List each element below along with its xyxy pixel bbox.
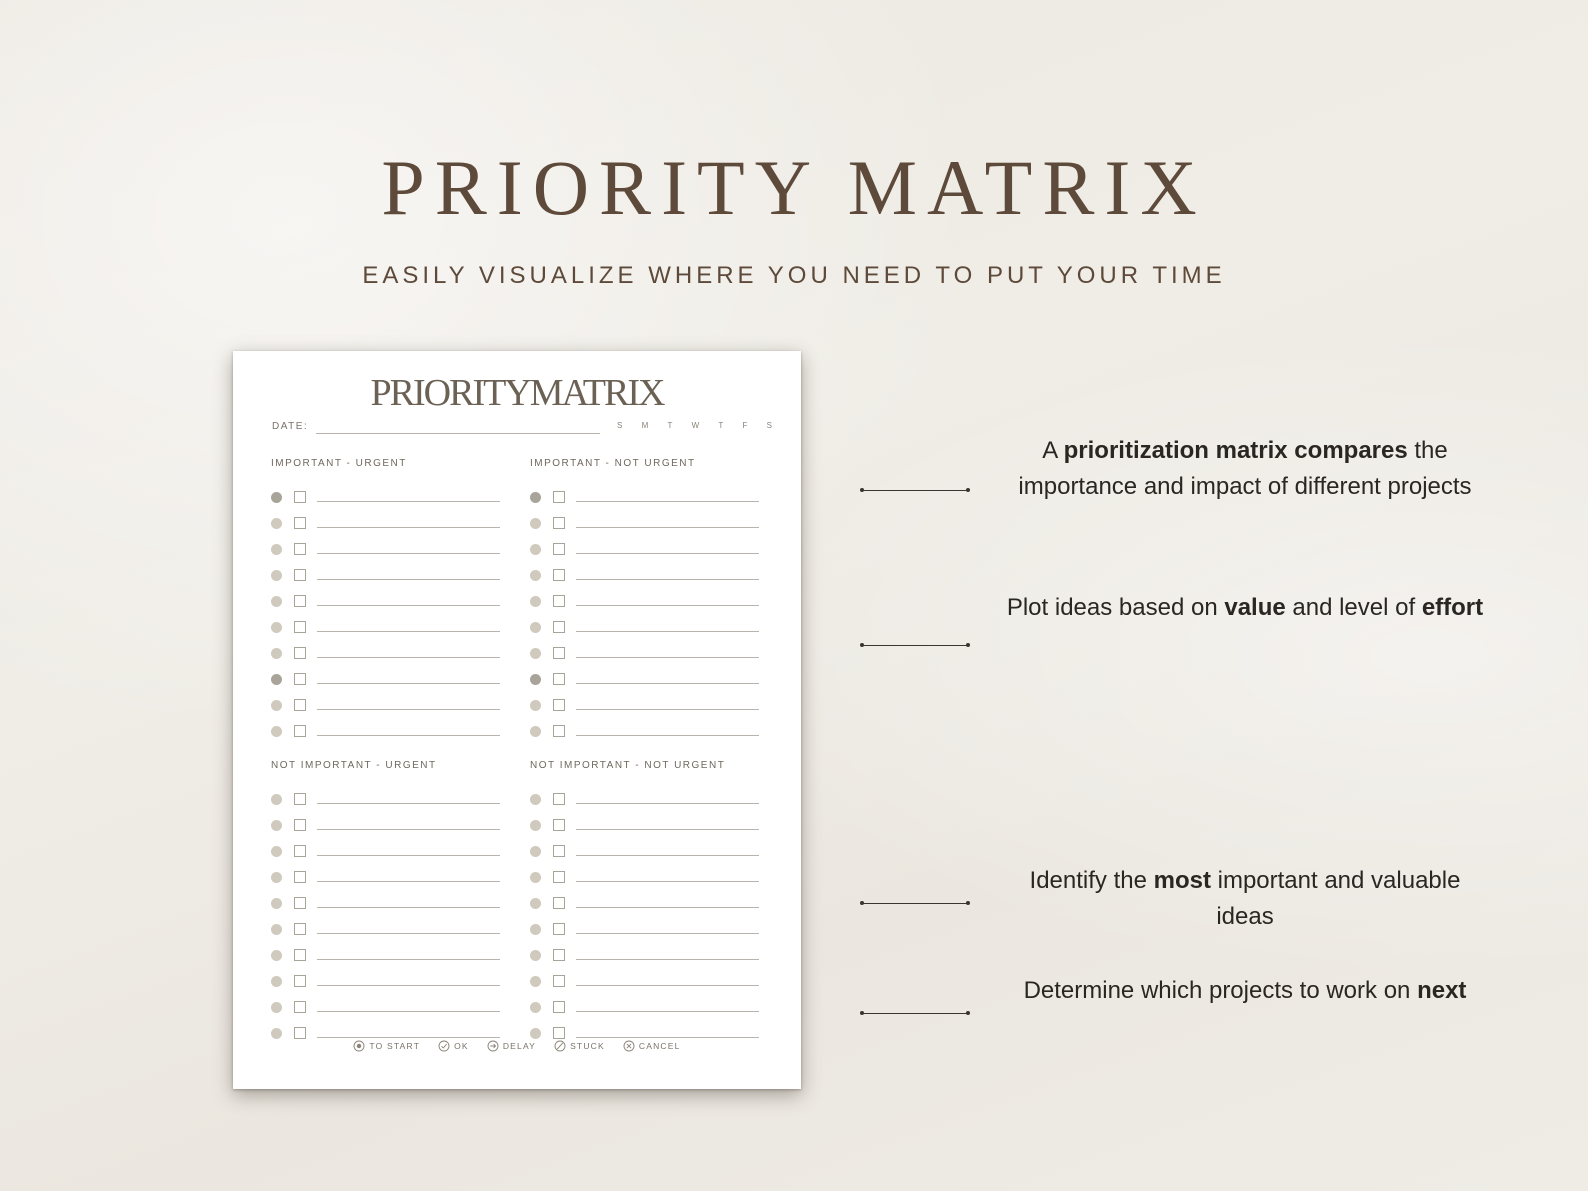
delay-icon bbox=[487, 1040, 499, 1052]
quadrant-not-important-urgent bbox=[271, 759, 503, 1049]
feature-text-segment: Identify the bbox=[1029, 867, 1154, 894]
sheet-title: PRIORITYMATRIX bbox=[370, 372, 664, 414]
task-line bbox=[317, 631, 500, 632]
feature-text-segment: the importance and impact of different projects bbox=[1018, 437, 1472, 500]
status-dot bbox=[271, 622, 282, 633]
task-line bbox=[576, 527, 759, 528]
task-line bbox=[317, 553, 500, 554]
date-row bbox=[272, 421, 772, 437]
task-line bbox=[317, 907, 500, 908]
status-dot bbox=[530, 622, 541, 633]
task-row bbox=[530, 487, 762, 513]
task-checkbox[interactable] bbox=[553, 491, 565, 503]
feature-text-segment: Plot ideas based on bbox=[1006, 594, 1225, 621]
cancel-icon bbox=[623, 1040, 635, 1052]
task-line bbox=[576, 1011, 759, 1012]
task-checkbox[interactable] bbox=[553, 975, 565, 987]
task-row bbox=[271, 721, 503, 747]
status-dot bbox=[271, 924, 282, 935]
task-line bbox=[576, 855, 759, 856]
task-row bbox=[530, 893, 762, 919]
task-line bbox=[317, 735, 500, 736]
feature-text-segment: Determine which projects to work on bbox=[1023, 977, 1418, 1004]
status-dot bbox=[271, 898, 282, 909]
task-checkbox[interactable] bbox=[553, 819, 565, 831]
task-row bbox=[271, 841, 503, 867]
status-dot bbox=[530, 700, 541, 711]
task-checkbox[interactable] bbox=[294, 923, 306, 935]
task-checkbox[interactable] bbox=[294, 845, 306, 857]
connector-line bbox=[860, 901, 970, 906]
task-checkbox[interactable] bbox=[553, 1027, 565, 1039]
task-row bbox=[530, 997, 762, 1023]
task-row bbox=[271, 919, 503, 945]
page-title: PRIORITY MATRIX bbox=[381, 144, 1207, 231]
task-line bbox=[317, 881, 500, 882]
task-line bbox=[576, 829, 759, 830]
quadrant-title: NOT IMPORTANT - NOT URGENT bbox=[530, 760, 726, 771]
connector-line bbox=[860, 1011, 970, 1016]
task-line bbox=[576, 683, 759, 684]
task-row bbox=[271, 591, 503, 617]
status-dot bbox=[530, 924, 541, 935]
task-checkbox[interactable] bbox=[553, 1001, 565, 1013]
weekday-wednesday: W bbox=[691, 421, 700, 430]
feature-text-determine bbox=[1005, 973, 1485, 1009]
task-row bbox=[271, 789, 503, 815]
feature-text-segment: and level of bbox=[1285, 594, 1422, 621]
task-line bbox=[576, 735, 759, 736]
task-row bbox=[271, 695, 503, 721]
quadrant-title: IMPORTANT - URGENT bbox=[271, 458, 407, 469]
task-line bbox=[576, 579, 759, 580]
task-line bbox=[317, 1037, 500, 1038]
task-line bbox=[317, 1011, 500, 1012]
status-dot bbox=[271, 726, 282, 737]
task-checkbox[interactable] bbox=[294, 871, 306, 883]
weekday-tuesday: T bbox=[667, 421, 673, 430]
weekday-sunday: S bbox=[617, 421, 623, 430]
status-legend bbox=[233, 1040, 801, 1052]
status-dot bbox=[530, 544, 541, 555]
date-label: DATE: bbox=[272, 421, 309, 432]
status-dot bbox=[530, 570, 541, 581]
page-subtitle: EASILY VISUALIZE WHERE YOU NEED TO PUT YOUR TIME bbox=[362, 262, 1226, 289]
task-line bbox=[317, 985, 500, 986]
feature-text-plot-ideas bbox=[1005, 590, 1485, 626]
status-dot bbox=[271, 820, 282, 831]
task-line bbox=[576, 605, 759, 606]
task-checkbox[interactable] bbox=[553, 871, 565, 883]
task-checkbox[interactable] bbox=[294, 1027, 306, 1039]
task-line bbox=[576, 803, 759, 804]
task-line bbox=[317, 959, 500, 960]
task-row bbox=[271, 971, 503, 997]
task-checkbox[interactable] bbox=[294, 543, 306, 555]
feature-emphasis: effort bbox=[1421, 594, 1484, 621]
task-line bbox=[317, 657, 500, 658]
task-row bbox=[271, 945, 503, 971]
feature-text-segment: A bbox=[1042, 437, 1064, 464]
status-dot bbox=[271, 950, 282, 961]
legend-item-delay bbox=[487, 1040, 536, 1052]
status-dot bbox=[271, 518, 282, 529]
planner-sheet bbox=[233, 351, 801, 1089]
status-dot bbox=[530, 898, 541, 909]
task-line bbox=[576, 985, 759, 986]
task-row bbox=[271, 643, 503, 669]
feature-text-prioritization bbox=[1005, 433, 1485, 505]
weekday-thursday: T bbox=[718, 421, 724, 430]
legend-item-cancel bbox=[623, 1040, 681, 1052]
status-dot bbox=[271, 570, 282, 581]
task-line bbox=[576, 959, 759, 960]
legend-label: STUCK bbox=[570, 1041, 605, 1051]
task-checkbox[interactable] bbox=[553, 845, 565, 857]
legend-label: CANCEL bbox=[638, 1041, 681, 1051]
legend-label: OK bbox=[454, 1041, 469, 1051]
task-line bbox=[317, 829, 500, 830]
task-row bbox=[271, 669, 503, 695]
status-dot bbox=[530, 846, 541, 857]
task-row bbox=[530, 695, 762, 721]
task-row bbox=[271, 539, 503, 565]
task-row bbox=[530, 867, 762, 893]
task-checkbox[interactable] bbox=[553, 949, 565, 961]
task-line bbox=[317, 501, 500, 502]
task-line bbox=[576, 631, 759, 632]
feature-emphasis: prioritization matrix compares bbox=[1063, 437, 1408, 464]
weekday-saturday: S bbox=[766, 421, 772, 430]
task-row bbox=[530, 539, 762, 565]
task-row bbox=[530, 565, 762, 591]
feature-text-identify bbox=[1005, 863, 1485, 935]
task-checkbox[interactable] bbox=[553, 647, 565, 659]
task-row bbox=[530, 513, 762, 539]
connector-line bbox=[860, 488, 970, 493]
task-row bbox=[530, 789, 762, 815]
status-dot bbox=[530, 950, 541, 961]
legend-item-ok bbox=[438, 1040, 469, 1052]
status-dot bbox=[271, 544, 282, 555]
task-checkbox[interactable] bbox=[553, 621, 565, 633]
task-line bbox=[317, 579, 500, 580]
task-row bbox=[530, 945, 762, 971]
quadrant-not-important-not-urgent bbox=[530, 759, 762, 1049]
task-row bbox=[271, 513, 503, 539]
status-dot bbox=[530, 1028, 541, 1039]
status-dot bbox=[530, 518, 541, 529]
task-checkbox[interactable] bbox=[294, 491, 306, 503]
status-dot bbox=[271, 492, 282, 503]
status-dot bbox=[530, 596, 541, 607]
task-row bbox=[530, 919, 762, 945]
task-line bbox=[317, 933, 500, 934]
task-line bbox=[317, 683, 500, 684]
task-row bbox=[530, 721, 762, 747]
task-checkbox[interactable] bbox=[294, 897, 306, 909]
task-line bbox=[317, 527, 500, 528]
task-checkbox[interactable] bbox=[553, 517, 565, 529]
task-line bbox=[576, 709, 759, 710]
status-dot bbox=[530, 674, 541, 685]
task-checkbox[interactable] bbox=[553, 543, 565, 555]
task-checkbox[interactable] bbox=[294, 517, 306, 529]
stuck-icon bbox=[554, 1040, 566, 1052]
feature-emphasis: value bbox=[1224, 594, 1286, 621]
status-dot bbox=[271, 674, 282, 685]
legend-item-to-start bbox=[353, 1040, 420, 1052]
task-checkbox[interactable] bbox=[294, 1001, 306, 1013]
legend-label: TO START bbox=[369, 1041, 421, 1051]
task-checkbox[interactable] bbox=[553, 595, 565, 607]
task-checkbox[interactable] bbox=[294, 569, 306, 581]
status-dot bbox=[530, 492, 541, 503]
status-dot bbox=[530, 1002, 541, 1013]
task-row bbox=[271, 997, 503, 1023]
task-checkbox[interactable] bbox=[294, 725, 306, 737]
status-dot bbox=[271, 976, 282, 987]
task-checkbox[interactable] bbox=[294, 949, 306, 961]
task-checkbox[interactable] bbox=[294, 595, 306, 607]
status-dot bbox=[530, 726, 541, 737]
task-line bbox=[317, 605, 500, 606]
task-list bbox=[271, 789, 503, 1049]
task-checkbox[interactable] bbox=[553, 793, 565, 805]
task-line bbox=[576, 553, 759, 554]
quadrant-important-not-urgent bbox=[530, 457, 762, 747]
status-dot bbox=[530, 794, 541, 805]
status-dot bbox=[530, 648, 541, 659]
date-line bbox=[316, 433, 600, 434]
task-line bbox=[576, 657, 759, 658]
task-line bbox=[317, 709, 500, 710]
task-line bbox=[576, 501, 759, 502]
status-dot bbox=[530, 820, 541, 831]
weekday-monday: M bbox=[641, 421, 649, 430]
status-dot bbox=[271, 872, 282, 883]
status-dot bbox=[530, 976, 541, 987]
task-row bbox=[530, 617, 762, 643]
feature-emphasis: next bbox=[1417, 977, 1467, 1004]
task-line bbox=[576, 907, 759, 908]
task-row bbox=[271, 893, 503, 919]
task-list bbox=[271, 487, 503, 747]
task-row bbox=[271, 867, 503, 893]
status-dot bbox=[271, 1002, 282, 1013]
status-dot bbox=[271, 1028, 282, 1039]
task-row bbox=[530, 591, 762, 617]
task-line bbox=[576, 881, 759, 882]
task-checkbox[interactable] bbox=[294, 819, 306, 831]
task-row bbox=[271, 815, 503, 841]
status-dot bbox=[271, 596, 282, 607]
quadrant-important-urgent bbox=[271, 457, 503, 747]
status-dot bbox=[271, 648, 282, 659]
task-line bbox=[576, 1037, 759, 1038]
task-list bbox=[530, 789, 762, 1049]
ok-icon bbox=[438, 1040, 450, 1052]
feature-text-segment: important and valuable ideas bbox=[1210, 867, 1461, 930]
task-checkbox[interactable] bbox=[553, 673, 565, 685]
task-row bbox=[530, 971, 762, 997]
task-row bbox=[271, 487, 503, 513]
task-checkbox[interactable] bbox=[294, 975, 306, 987]
task-checkbox[interactable] bbox=[553, 897, 565, 909]
weekday-row bbox=[617, 421, 772, 430]
task-checkbox[interactable] bbox=[553, 725, 565, 737]
task-line bbox=[317, 855, 500, 856]
task-line bbox=[576, 933, 759, 934]
quadrant-title: IMPORTANT - NOT URGENT bbox=[530, 458, 696, 469]
legend-item-stuck bbox=[554, 1040, 605, 1052]
task-checkbox[interactable] bbox=[553, 923, 565, 935]
task-line bbox=[317, 803, 500, 804]
status-dot bbox=[271, 700, 282, 711]
to-start-icon bbox=[353, 1040, 365, 1052]
task-checkbox[interactable] bbox=[553, 569, 565, 581]
status-dot bbox=[271, 794, 282, 805]
task-checkbox[interactable] bbox=[294, 647, 306, 659]
task-checkbox[interactable] bbox=[294, 621, 306, 633]
feature-emphasis: most bbox=[1153, 867, 1211, 894]
task-row bbox=[271, 565, 503, 591]
connector-line bbox=[860, 643, 970, 648]
task-row bbox=[271, 617, 503, 643]
status-dot bbox=[271, 846, 282, 857]
quadrant-title: NOT IMPORTANT - URGENT bbox=[271, 760, 437, 771]
task-list bbox=[530, 487, 762, 747]
task-row bbox=[530, 669, 762, 695]
task-checkbox[interactable] bbox=[294, 699, 306, 711]
task-checkbox[interactable] bbox=[553, 699, 565, 711]
task-checkbox[interactable] bbox=[294, 673, 306, 685]
task-row bbox=[530, 841, 762, 867]
status-dot bbox=[530, 872, 541, 883]
task-checkbox[interactable] bbox=[294, 793, 306, 805]
weekday-friday: F bbox=[742, 421, 748, 430]
legend-label: DELAY bbox=[502, 1041, 537, 1051]
task-row bbox=[530, 815, 762, 841]
task-row bbox=[530, 643, 762, 669]
